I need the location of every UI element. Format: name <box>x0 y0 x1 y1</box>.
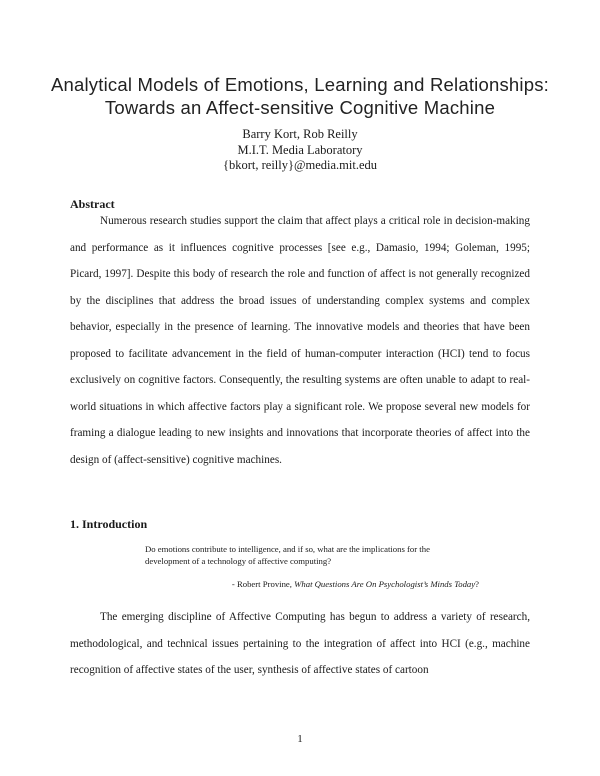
attribution-suffix: ? <box>475 579 479 589</box>
abstract-heading: Abstract <box>70 197 115 211</box>
attribution-title: What Questions Are On Psychologist’s Minds Today <box>294 579 476 589</box>
introduction-heading: 1. Introduction <box>70 517 148 531</box>
page-number: 1 <box>297 733 303 745</box>
epigraph-attribution <box>0 579 479 589</box>
paper-title-line-1: Analytical Models of Emotions, Learning and Relationships: <box>50 74 549 95</box>
abstract-text: Numerous research studies support the claim that affect plays a critical role in decision-making and performance as it influences cognitive processes [see e.g., Damasio, 1994; Goleman, 1995; Picard, 1997]. Despite this body of research the role and function of affect is not generally recognized by the disciplines that address the broad issues of understanding complex systems and complex behavior, especially in the presence of learning. The innovative models and theories that have been proposed to facilitate advancement in the field of human-computer interaction (HCI) tend to focus exclusively on cognitive factors. Consequently, the resulting systems are often unable to adapt to real-world situations in which affective factors play a significant role. We propose several new models for framing a dialogue leading to new insights and innovations that incorporate theories of affect into the design of (affect-sensitive) cognitive machines. <box>70 215 530 466</box>
author-email: {bkort, reilly}@media.mit.edu <box>222 158 378 172</box>
author-block <box>0 127 600 174</box>
author-affiliation: M.I.T. Media Laboratory <box>237 142 363 157</box>
paper-title-line-2: Towards an Affect-sensitive Cognitive Machine <box>104 97 496 118</box>
epigraph-quote: Do emotions contribute to intelligence, and if so, what are the implications for the development of a technology of affective computing? <box>145 544 430 566</box>
author-names: Barry Kort, Rob Reilly <box>242 127 358 141</box>
introduction-text: The emerging discipline of Affective Computing has begun to address a variety of research, methodological, and technical issues pertaining to the integration of affect into HCI (e.g., machine recognition of affective states of the user, synthesis of affective states of cartoon <box>70 611 530 676</box>
attribution-author: - Robert Provine, <box>231 579 295 589</box>
